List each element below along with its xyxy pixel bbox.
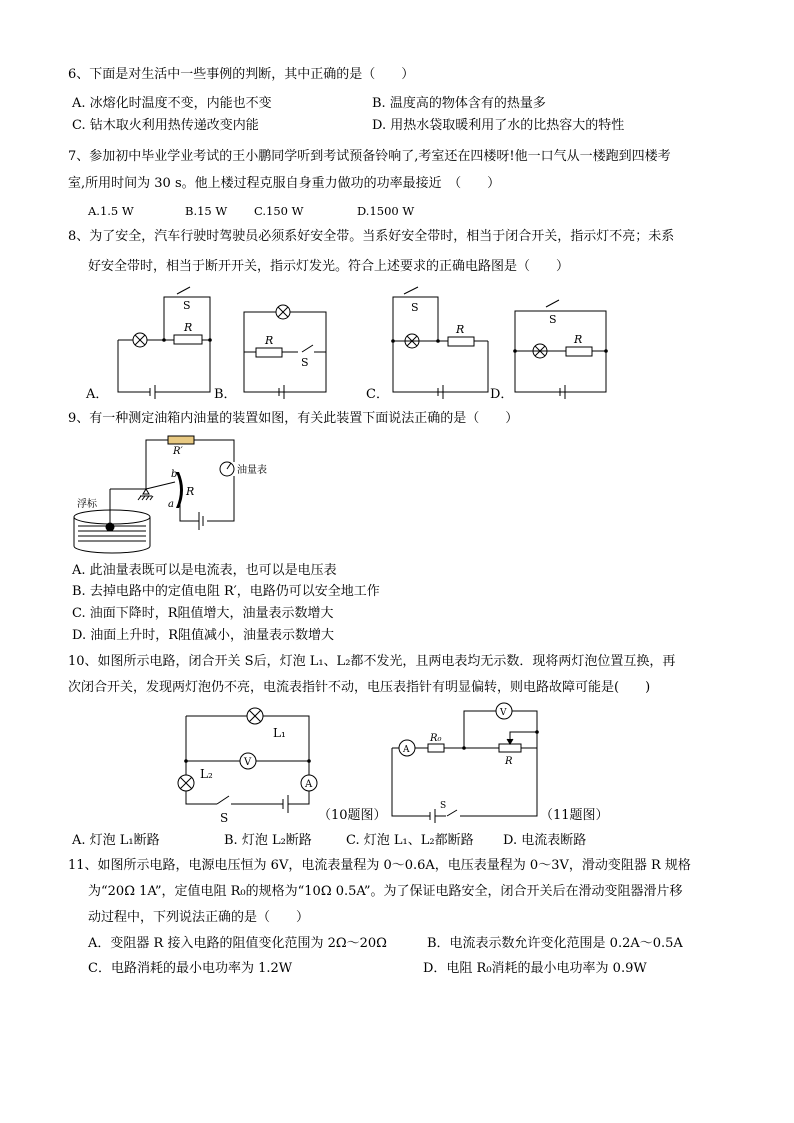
q11-ammeter-symbol: A [403, 745, 410, 755]
q8b-switch-label: S [301, 356, 309, 369]
q7-option-b: B.15 W [185, 204, 228, 218]
q9-meter-label: 油量表 [237, 465, 267, 476]
q8a-switch-label: S [183, 299, 191, 312]
q6-option-b: B. 温度高的物体含有的热量多 [372, 96, 546, 111]
q11-r0-label: R₀ [430, 733, 442, 744]
q9-b-label: b [171, 469, 178, 480]
q8-option-a: A． [86, 387, 109, 402]
q6-option-c: C. 钻木取火利用热传递改变内能 [72, 118, 259, 133]
q9-float-label: 浮标 [77, 499, 97, 510]
q11-line2: 为“20Ω 1A”，定值电阻 R₀的规格为“10Ω 0.5A”。为了保证电路安全，闭合开关后在滑动变阻器滑片移 [88, 884, 683, 899]
q8d-resistor-label: R [574, 333, 583, 346]
q10-ammeter-symbol: A [305, 779, 313, 790]
q8c-resistor-label: R [456, 323, 465, 336]
q8c-switch-label: S [411, 301, 419, 314]
q11-rheostat-label: R [505, 756, 513, 767]
q11-line1: 11、如图所示电路，电源电压恒为 6V，电流表量程为 0～0.6A，电压表量程为 0～3V，滑动变阻器 R 规格 [68, 858, 691, 873]
q10-line2: 次闭合开关，发现两灯泡仍不亮，电流表指针不动，电压表指针有明显偏转，则电路故障可能是( ) [68, 680, 651, 695]
q9-option-d: D. 油面上升时，R阻值减小，油量表示数增大 [72, 628, 335, 643]
q9-a-label: a [168, 499, 174, 510]
q11-option-a: A．变阻器 R 接入电路的阻值变化范围为 2Ω～20Ω [88, 936, 387, 951]
q10-figure-caption: （10题图） [318, 808, 387, 823]
q8-line1: 8、为了安全，汽车行驶时驾驶员必须系好安全带。当系好安全带时，相当于闭合开关，指示灯不亮；未系 [68, 229, 675, 244]
q9-fixed-resistor-label: R′ [173, 446, 183, 457]
q8-option-d: D． [490, 387, 514, 402]
q7-option-a: A.1.5 W [88, 204, 134, 218]
q11-option-b: B．电流表示数允许变化范围是 0.2A～0.5A [427, 936, 683, 951]
q10-option-a: A. 灯泡 L₁断路 [72, 833, 160, 848]
q11-figure-caption: （11题图） [540, 808, 609, 823]
q10-l1-label: L₁ [273, 726, 286, 740]
q7-line1: 7、参加初中毕业学业考试的王小鹏同学听到考试预备铃响了,考室还在四楼呀!他一口气从一楼跑到四楼考 [68, 149, 671, 164]
q11-option-c: C．电路消耗的最小电功率为 1.2W [88, 961, 293, 976]
q8-option-c: C． [366, 387, 389, 402]
q9-option-b: B. 去掉电路中的定值电阻 R′，电路仍可以安全地工作 [72, 584, 380, 599]
q6-option-d: D. 用热水袋取暖利用了水的比热容大的特性 [372, 118, 625, 133]
q11-option-d: D．电阻 R₀消耗的最小电功率为 0.9W [423, 961, 647, 976]
q11-switch-label: S [440, 801, 447, 811]
q10-option-c: C. 灯泡 L₁、L₂都断路 [346, 833, 474, 848]
q10-voltmeter-symbol: V [244, 757, 252, 768]
q8-line2: 好安全带时，相当于断开开关，指示灯发光。符合上述要求的正确电路图是（ ） [88, 259, 570, 274]
q10-option-b: B. 灯泡 L₂断路 [224, 833, 312, 848]
q8d-switch-label: S [549, 313, 557, 326]
q8a-resistor-label: R [184, 321, 193, 334]
q9-rheostat-label: R [186, 485, 195, 498]
q9-option-a: A. 此油量表既可以是电流表，也可以是电压表 [72, 563, 337, 578]
q7-option-d: D.1500 W [357, 204, 415, 218]
q10-switch-label: S [220, 811, 229, 825]
q8-option-b: B． [214, 387, 237, 402]
q7-option-c: C.150 W [254, 204, 304, 218]
q7-line2: 室,所用时间为 30 s。他上楼过程克服自身重力做功的功率最接近 （ ） [68, 176, 501, 191]
q8b-resistor-label: R [265, 334, 274, 347]
q10-l2-label: L₂ [200, 767, 213, 781]
q9-option-c: C. 油面下降时，R阻值增大，油量表示数增大 [72, 606, 334, 621]
q10-line1: 10、如图所示电路，闭合开关 S后，灯泡 L₁、L₂都不发光，且两电表均无示数．现将两灯泡位置互换，再 [68, 654, 676, 669]
q6-stem: 6、下面是对生活中一些事例的判断，其中正确的是（ ） [68, 67, 415, 82]
q11-line3: 动过程中，下列说法正确的是（ ） [88, 910, 310, 925]
q9-stem: 9、有一种测定油箱内油量的装置如图，有关此装置下面说法正确的是（ ） [68, 411, 519, 426]
q6-option-a: A. 冰熔化时温度不变，内能也不变 [72, 96, 272, 111]
q11-voltmeter-symbol: V [500, 708, 507, 718]
q10-option-d: D. 电流表断路 [503, 833, 587, 848]
